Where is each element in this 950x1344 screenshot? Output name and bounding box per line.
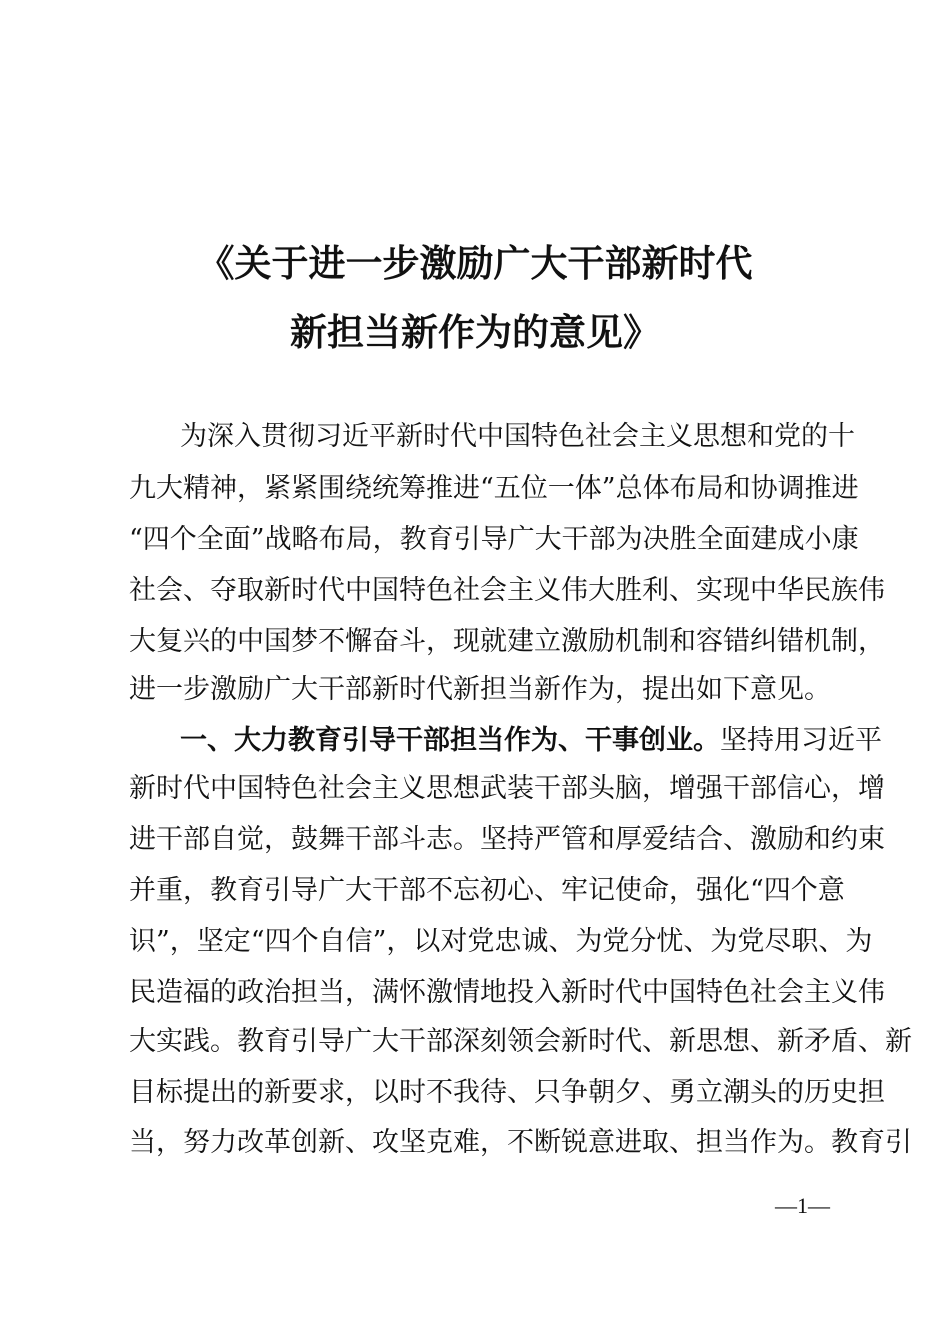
paragraph-1-line: 进一步激励广大干部新时代新担当新作为，提出如下意见。 bbox=[129, 674, 831, 705]
paragraph-2-line: 进干部自觉，鼓舞干部斗志。坚持严管和厚爱结合、激励和约束 bbox=[129, 824, 885, 855]
paragraph-2-first-line bbox=[180, 721, 882, 761]
paragraph-2-line: 当，努力改革创新、攻坚克难，不断锐意进取、担当作为。教育引 bbox=[129, 1127, 912, 1158]
page-number: —1— bbox=[775, 1193, 830, 1218]
document-title-line-1: 《关于进一步激励广大干部新时代 bbox=[197, 241, 753, 285]
document-title-line-2: 新担当新作为的意见》 bbox=[290, 310, 660, 354]
paragraph-1-line: 社会、夺取新时代中国特色社会主义伟大胜利、实现中华民族伟 bbox=[129, 575, 885, 606]
paragraph-2-line: 并重，教育引导广大干部不忘初心、牢记使命，强化“四个意 bbox=[129, 875, 845, 906]
paragraph-1-line: 为深入贯彻习近平新时代中国特色社会主义思想和党的十 bbox=[180, 421, 855, 452]
paragraph-2-line: 目标提出的新要求，以时不我待、只争朝夕、勇立潮头的历史担 bbox=[129, 1077, 885, 1108]
paragraph-2-line: 大实践。教育引导广大干部深刻领会新时代、新思想、新矛盾、新 bbox=[129, 1026, 912, 1057]
paragraph-1-line: “四个全面”战略布局，教育引导广大干部为决胜全面建成小康 bbox=[129, 524, 859, 555]
paragraph-2-line: 民造福的政治担当，满怀激情地投入新时代中国特色社会主义伟 bbox=[129, 977, 885, 1008]
paragraph-2-line: 新时代中国特色社会主义思想武装干部头脑，增强干部信心，增 bbox=[129, 773, 885, 804]
paragraph-2-line: 识”，坚定“四个自信”，以对党忠诚、为党分忧、为党尽职、为 bbox=[129, 926, 873, 957]
paragraph-1-line: 九大精神，紧紧围绕统筹推进“五位一体”总体布局和协调推进 bbox=[129, 473, 859, 504]
section-heading: 一、大力教育引导干部担当作为、干事创业。 bbox=[180, 725, 720, 756]
paragraph-2-first-line-rest: 坚持用习近平 bbox=[720, 725, 882, 756]
paragraph-1-line: 大复兴的中国梦不懈奋斗，现就建立激励机制和容错纠错机制， bbox=[129, 626, 885, 657]
